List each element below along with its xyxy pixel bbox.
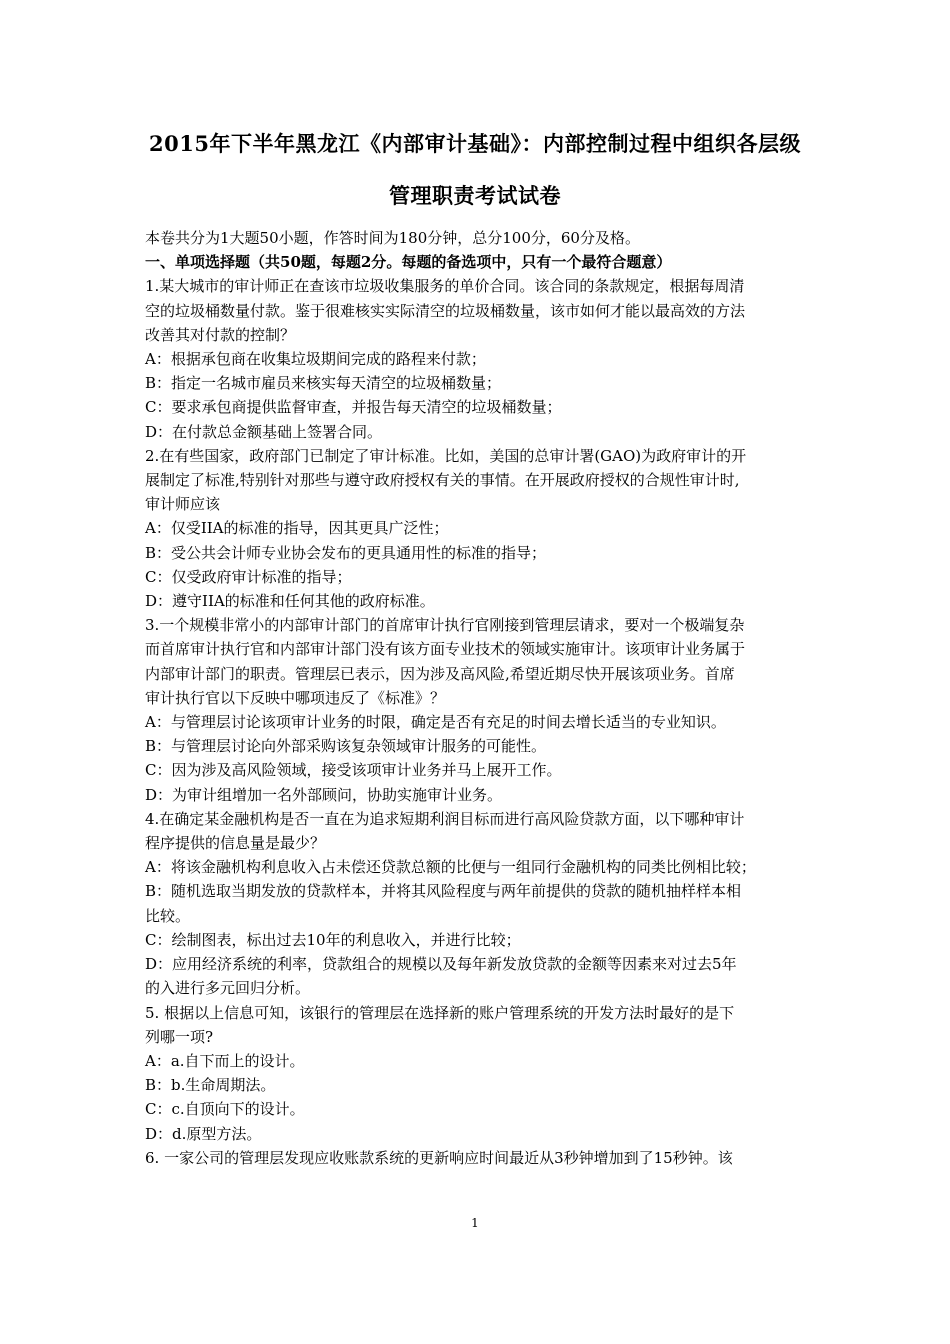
text-line: B：与管理层讨论向外部采购该复杂领域审计服务的可能性。 (145, 737, 547, 756)
text-line: B：b.生命周期法。 (145, 1076, 276, 1095)
document-body (145, 226, 825, 1170)
text-line: A：a.自下而上的设计。 (145, 1051, 305, 1070)
text-line: 审计师应该 (145, 495, 221, 514)
text-line: C：仅受政府审计标准的指导； (145, 567, 352, 586)
document-title-line-2: 管理职责考试试卷 (389, 183, 561, 208)
text-line: 程序提供的信息量是最少？ (145, 834, 326, 853)
text-line: B：随机选取当期发放的贷款样本，并将其风险程度与两年前提供的贷款的随机抽样样本相 (145, 882, 742, 901)
text-line: D：遵守IIA的标准和任何其他的政府标准。 (145, 592, 435, 611)
text-line: 审计执行官以下反映中哪项违反了《标准》？ (145, 688, 446, 707)
text-line: 3.一个规模非常小的内部审计部门的首席审计执行官刚接到管理层请求，要对一个极端复杂 (145, 616, 745, 635)
text-line: B：指定一名城市雇员来核实每天清空的垃圾桶数量； (145, 374, 502, 393)
section-heading: 一、单项选择题（共50题，每题2分。每题的备选项中，只有一个最符合题意） (145, 253, 672, 272)
text-line: C：要求承包商提供监督审查，并报告每天清空的垃圾桶数量； (145, 398, 562, 417)
text-line: 5. 根据以上信息可知，该银行的管理层在选择新的账户管理系统的开发方法时最好的是下 (145, 1003, 735, 1022)
text-line: C：c.自顶向下的设计。 (145, 1100, 305, 1119)
text-line: 4.在确定某金融机构是否一直在为追求短期利润目标而进行高风险贷款方面，以下哪种审计 (145, 809, 745, 828)
document-title-line-1: 2015年下半年黑龙江《内部审计基础》：内部控制过程中组织各层级 (149, 131, 801, 156)
text-line: 展制定了标准,特别针对那些与遵守政府授权有关的事情。在开展政府授权的合规性审计时, (145, 471, 740, 490)
text-line: A：将该金融机构利息收入占未偿还贷款总额的比便与一组同行金融机构的同类比例相比较； (145, 858, 756, 877)
text-line: 改善其对付款的控制？ (145, 325, 296, 344)
text-line: C：绘制图表，标出过去10年的利息收入，并进行比较； (145, 930, 521, 949)
text-line: C：因为涉及高风险领域，接受该项审计业务并马上展开工作。 (145, 761, 562, 780)
text-line: D：应用经济系统的利率，贷款组合的规模以及每年新发放贷款的金额等因素来对过去5年 (145, 955, 737, 974)
text-line: A：仅受IIA的标准的指导，因其更具广泛性； (145, 519, 449, 538)
text-line: 2.在有些国家，政府部门已制定了审计标准。比如，美国的总审计署(GAO)为政府审计的开 (145, 446, 747, 465)
text-line: 而首席审计执行官和内部审计部门没有该方面专业技术的领域实施审计。该项审计业务属于 (145, 640, 746, 659)
text-line: 空的垃圾桶数量付款。鉴于很难核实实际清空的垃圾桶数量，该市如何才能以最高效的方法 (145, 301, 746, 320)
text-line: A：与管理层讨论该项审计业务的时限，确定是否有充足的时间去增长适当的专业知识。 (145, 713, 726, 732)
question-lines (145, 274, 825, 1170)
text-line: D：在付款总金额基础上签署合同。 (145, 422, 383, 441)
text-line: 列哪一项? (145, 1027, 214, 1046)
page-number: 1 (471, 1216, 479, 1230)
text-line: D：为审计组增加一名外部顾问，协助实施审计业务。 (145, 785, 503, 804)
text-line: B：受公共会计师专业协会发布的更具通用性的标准的指导； (145, 543, 547, 562)
text-line: 比较。 (145, 906, 191, 925)
text-line: D：d.原型方法。 (145, 1124, 262, 1143)
text-line: A：根据承包商在收集垃圾期间完成的路程来付款； (145, 350, 486, 369)
exam-intro: 本卷共分为1大题50小题，作答时间为180分钟，总分100分，60分及格。 (145, 229, 640, 247)
text-line: 内部审计部门的职责。管理层已表示，因为涉及高风险,希望近期尽快开展该项业务。首席 (145, 664, 735, 683)
text-line: 的入进行多元回归分析。 (145, 979, 311, 998)
text-line: 1.某大城市的审计师正在查该市垃圾收集服务的单价合同。该合同的条款规定，根据每周清 (145, 277, 745, 296)
text-line: 6. 一家公司的管理层发现应收账款系统的更新响应时间最近从3秒钟增加到了15秒钟。该 (145, 1148, 733, 1167)
